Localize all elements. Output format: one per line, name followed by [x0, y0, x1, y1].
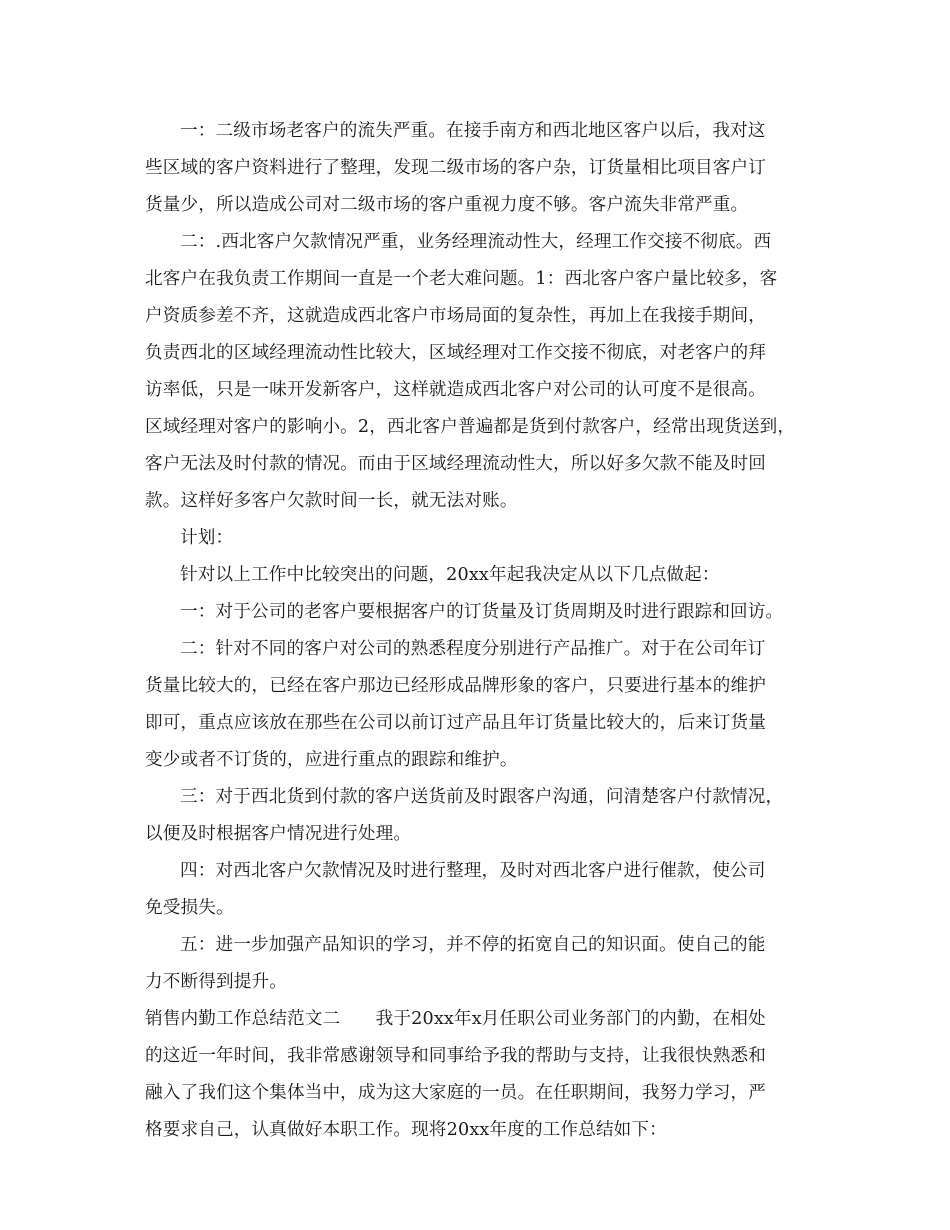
text-line: 针对以上工作中比较突出的问题，20xx年起我决定从以下几点做起：: [180, 565, 720, 585]
text-line: 融入了我们这个集体当中，成为这大家庭的一员。在任职期间，我努力学习，严: [145, 1083, 767, 1103]
text-line: 货量少，所以造成公司对二级市场的客户重视力度不够。客户流失非常严重。: [145, 195, 749, 215]
text-line: 一：二级市场老客户的流失严重。在接手南方和西北地区客户以后，我对这: [180, 121, 766, 141]
text-line: 力不断得到提升。: [145, 972, 287, 992]
text-line: 五：进一步加强产品知识的学习，并不停的拓宽自己的知识面。使自己的能: [180, 935, 766, 955]
text-line: 二：针对不同的客户对公司的熟悉程度分别进行产品推广。对于在公司年订: [180, 639, 766, 659]
text-line: 款。这样好多客户欠款时间一长，就无法对账。: [145, 491, 518, 511]
text-line: 北客户在我负责工作期间一直是一个老大难问题。1：西北客户客户量比较多，客: [145, 269, 778, 289]
text-line: 访率低，只是一味开发新客户，这样就造成西北客户对公司的认可度不是很高。: [145, 380, 767, 400]
text-line: 的这近一年时间，我非常感谢领导和同事给予我的帮助与支持，让我很快熟悉和: [145, 1046, 767, 1066]
text-line: 四：对西北客户欠款情况及时进行整理，及时对西北客户进行催款，使公司: [180, 861, 766, 881]
text-line: 格要求自己，认真做好本职工作。现将20xx年度的工作总结如下：: [145, 1120, 667, 1140]
text-line: 货量比较大的，已经在客户那边已经形成品牌形象的客户，只要进行基本的维护: [145, 676, 767, 696]
text-line: 些区域的客户资料进行了整理，发现二级市场的客户杂，订货量相比项目客户订: [145, 158, 767, 178]
text-line: 二：.西北客户欠款情况严重，业务经理流动性大，经理工作交接不彻底。西: [180, 232, 772, 252]
text-line: 变少或者不订货的，应进行重点的跟踪和维护。: [145, 750, 518, 770]
text-line: 区域经理对客户的影响小。2，西北客户普遍都是货到付款客户，经常出现货送到，: [145, 417, 796, 437]
text-line: 以便及时根据客户情况进行处理。: [145, 824, 412, 844]
text-line: 销售内勤工作总结范文二 我于20xx年x月任职公司业务部门的内勤，在相处: [145, 1009, 766, 1029]
text-line: 一：对于公司的老客户要根据客户的订货量及订货周期及时进行跟踪和回访。: [180, 602, 784, 622]
text-line: 三：对于西北货到付款的客户送货前及时跟客户沟通，问清楚客户付款情况，: [180, 787, 784, 807]
text-line: 负责西北的区域经理流动性比较大，区域经理对工作交接不彻底，对老客户的拜: [145, 343, 767, 363]
text-line: 免受损失。: [145, 898, 234, 918]
text-line: 计划：: [180, 528, 234, 548]
text-line: 客户无法及时付款的情况。而由于区域经理流动性大，所以好多欠款不能及时回: [145, 454, 767, 474]
text-line: 即可，重点应该放在那些在公司以前订过产品且年订货量比较大的，后来订货量: [145, 713, 767, 733]
text-line: 户资质参差不齐，这就造成西北客户市场局面的复杂性，再加上在我接手期间，: [145, 306, 767, 326]
